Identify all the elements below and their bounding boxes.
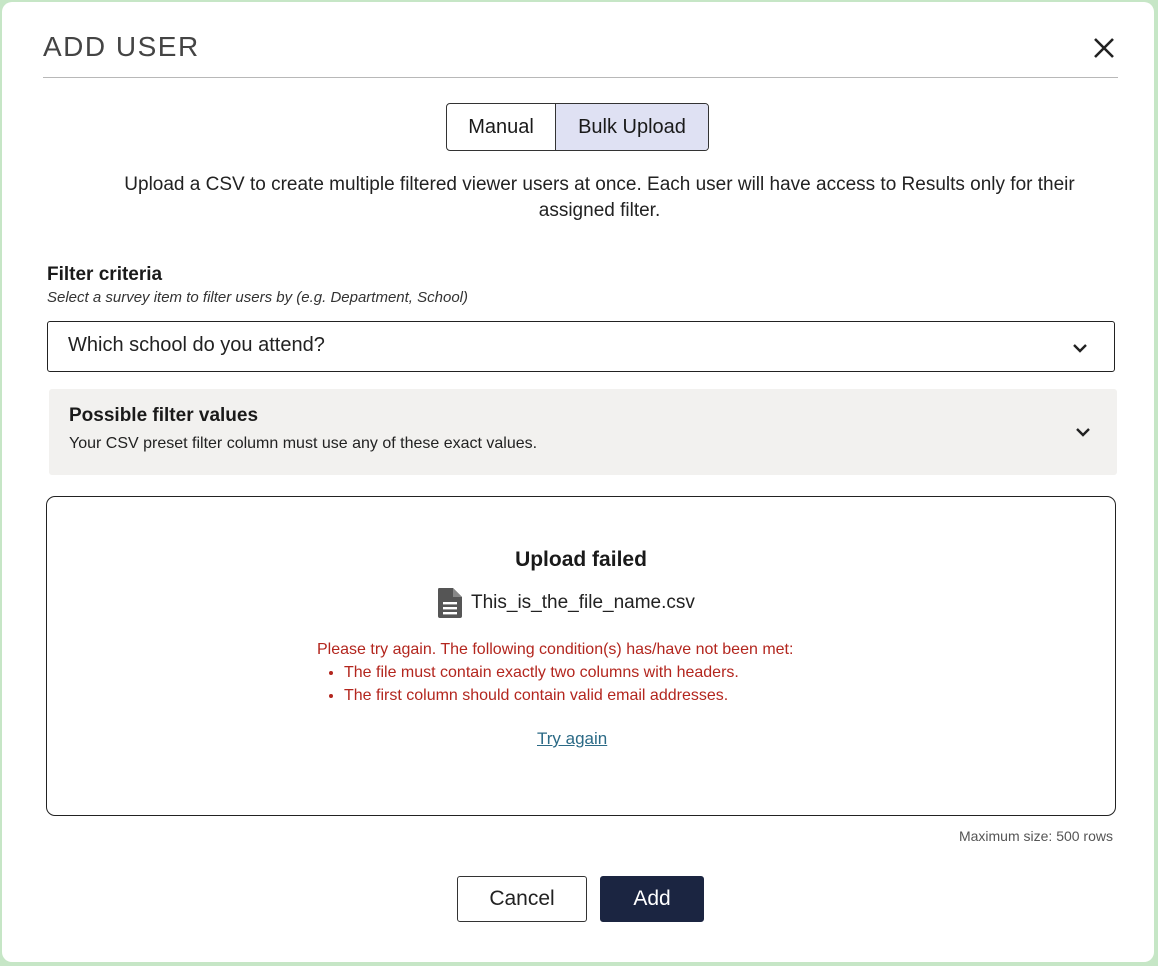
selected-filter-value: Which school do you attend? bbox=[68, 334, 325, 356]
error-intro: Please try again. The following condition(s) has/have not been met: bbox=[317, 641, 794, 658]
error-item: • The file must contain exactly two columns with headers. bbox=[344, 661, 793, 684]
error-item: • The first column should contain valid email addresses. bbox=[344, 684, 793, 707]
cancel-button[interactable]: Cancel bbox=[457, 876, 587, 922]
add-user-dialog bbox=[2, 2, 1154, 962]
accordion-subtitle: Your CSV preset filter column must use any of these exact values. bbox=[69, 435, 538, 452]
document-icon bbox=[437, 587, 463, 619]
mode-toggle bbox=[446, 103, 709, 151]
dialog-header bbox=[43, 2, 1118, 78]
error-list bbox=[317, 661, 793, 707]
accordion-title: Possible filter values bbox=[69, 405, 259, 426]
possible-filter-values-accordion[interactable] bbox=[49, 389, 1117, 475]
try-again-link[interactable]: Try again bbox=[537, 729, 608, 748]
filter-criteria-select[interactable] bbox=[47, 321, 1115, 372]
upload-area bbox=[46, 496, 1116, 816]
error-message bbox=[317, 638, 793, 707]
close-icon[interactable] bbox=[1092, 36, 1116, 60]
filter-criteria-hint: Select a survey item to filter users by (e.g. Department, School) bbox=[47, 289, 469, 306]
tab-manual[interactable]: Manual bbox=[447, 104, 556, 150]
description-text: Upload a CSV to create multiple filtered viewer users at once. Each user will have access to Results only for their assigned filter. bbox=[124, 174, 1075, 221]
chevron-down-icon bbox=[1075, 424, 1091, 440]
max-size-note: Maximum size: 500 rows bbox=[958, 828, 1113, 844]
uploaded-file bbox=[437, 587, 695, 619]
chevron-down-icon bbox=[1072, 340, 1088, 356]
add-button[interactable]: Add bbox=[600, 876, 704, 922]
file-name: This_is_the_file_name.csv bbox=[471, 592, 695, 613]
dialog-title: ADD USER bbox=[43, 31, 200, 62]
upload-status-title: Upload failed bbox=[515, 548, 647, 571]
filter-criteria-label: Filter criteria bbox=[47, 264, 163, 285]
tab-bulk-upload[interactable]: Bulk Upload bbox=[556, 104, 708, 150]
